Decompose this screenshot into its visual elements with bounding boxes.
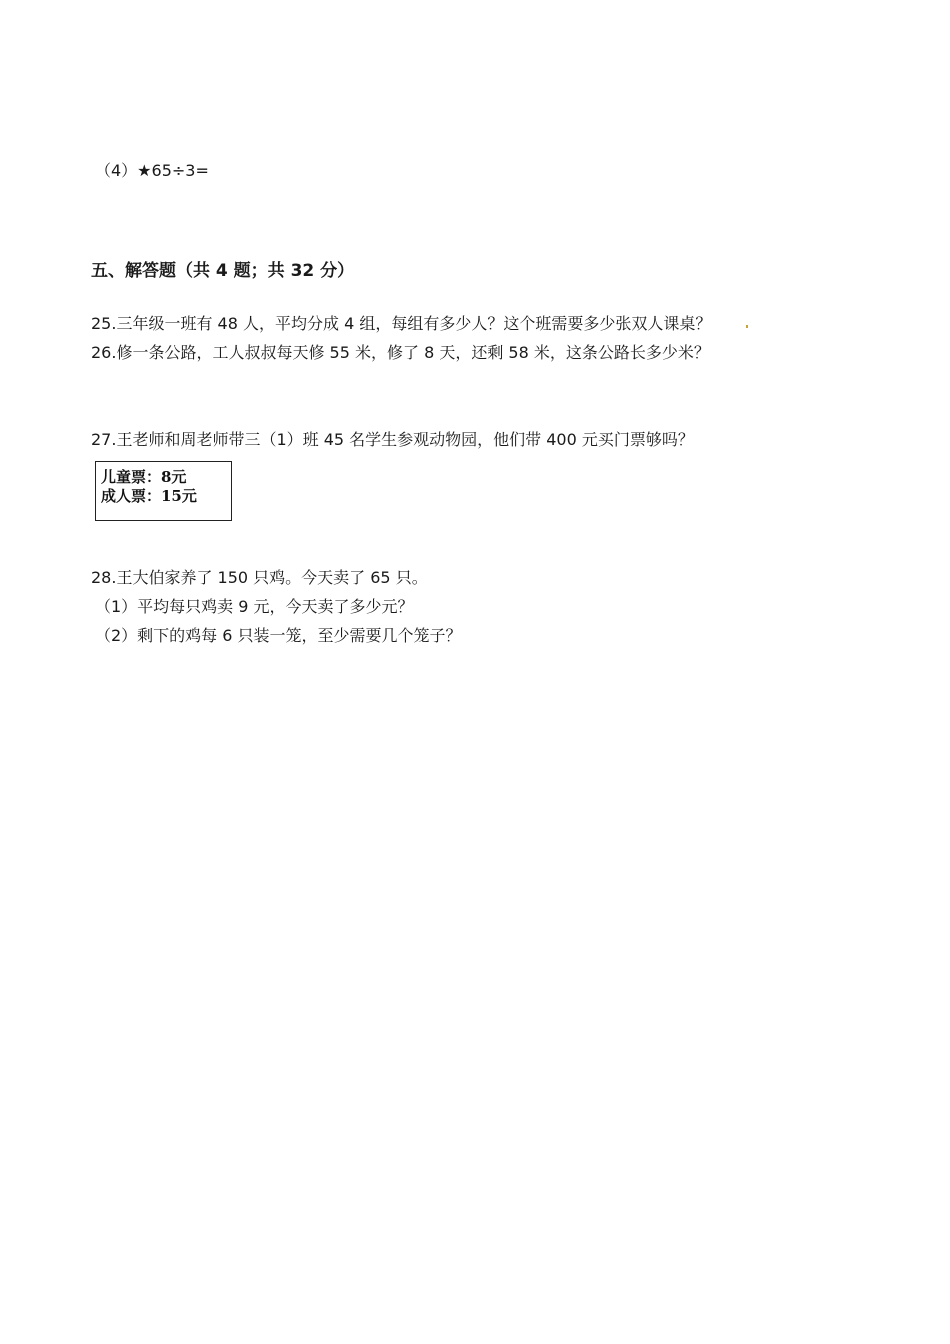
section-title: 五、解答题（共 4 题；共 32 分）: [91, 261, 355, 281]
prev-question-item-4: （4）★65÷3=: [95, 161, 209, 180]
question-25: 25.三年级一班有 48 人，平均分成 4 组，每组有多少人？这个班需要多少张双人课桌？: [91, 314, 712, 333]
stray-mark: [746, 325, 748, 328]
adult-ticket-price: 成人票：15元: [101, 487, 197, 505]
question-28-sub-2: （2）剩下的鸡每 6 只装一笼，至少需要几个笼子？: [95, 626, 462, 645]
question-26: 26.修一条公路，工人叔叔每天修 55 米，修了 8 天，还剩 58 米，这条公路长多少米？: [91, 343, 710, 362]
question-27: 27.王老师和周老师带三（1）班 45 名学生参观动物园，他们带 400 元买门票够吗？: [91, 430, 694, 449]
question-28-sub-1: （1）平均每只鸡卖 9 元，今天卖了多少元？: [95, 597, 414, 616]
child-ticket-price: 儿童票：8元: [101, 468, 187, 486]
ticket-price-box: [95, 461, 232, 521]
question-28: 28.王大伯家养了 150 只鸡。今天卖了 65 只。: [91, 568, 428, 587]
